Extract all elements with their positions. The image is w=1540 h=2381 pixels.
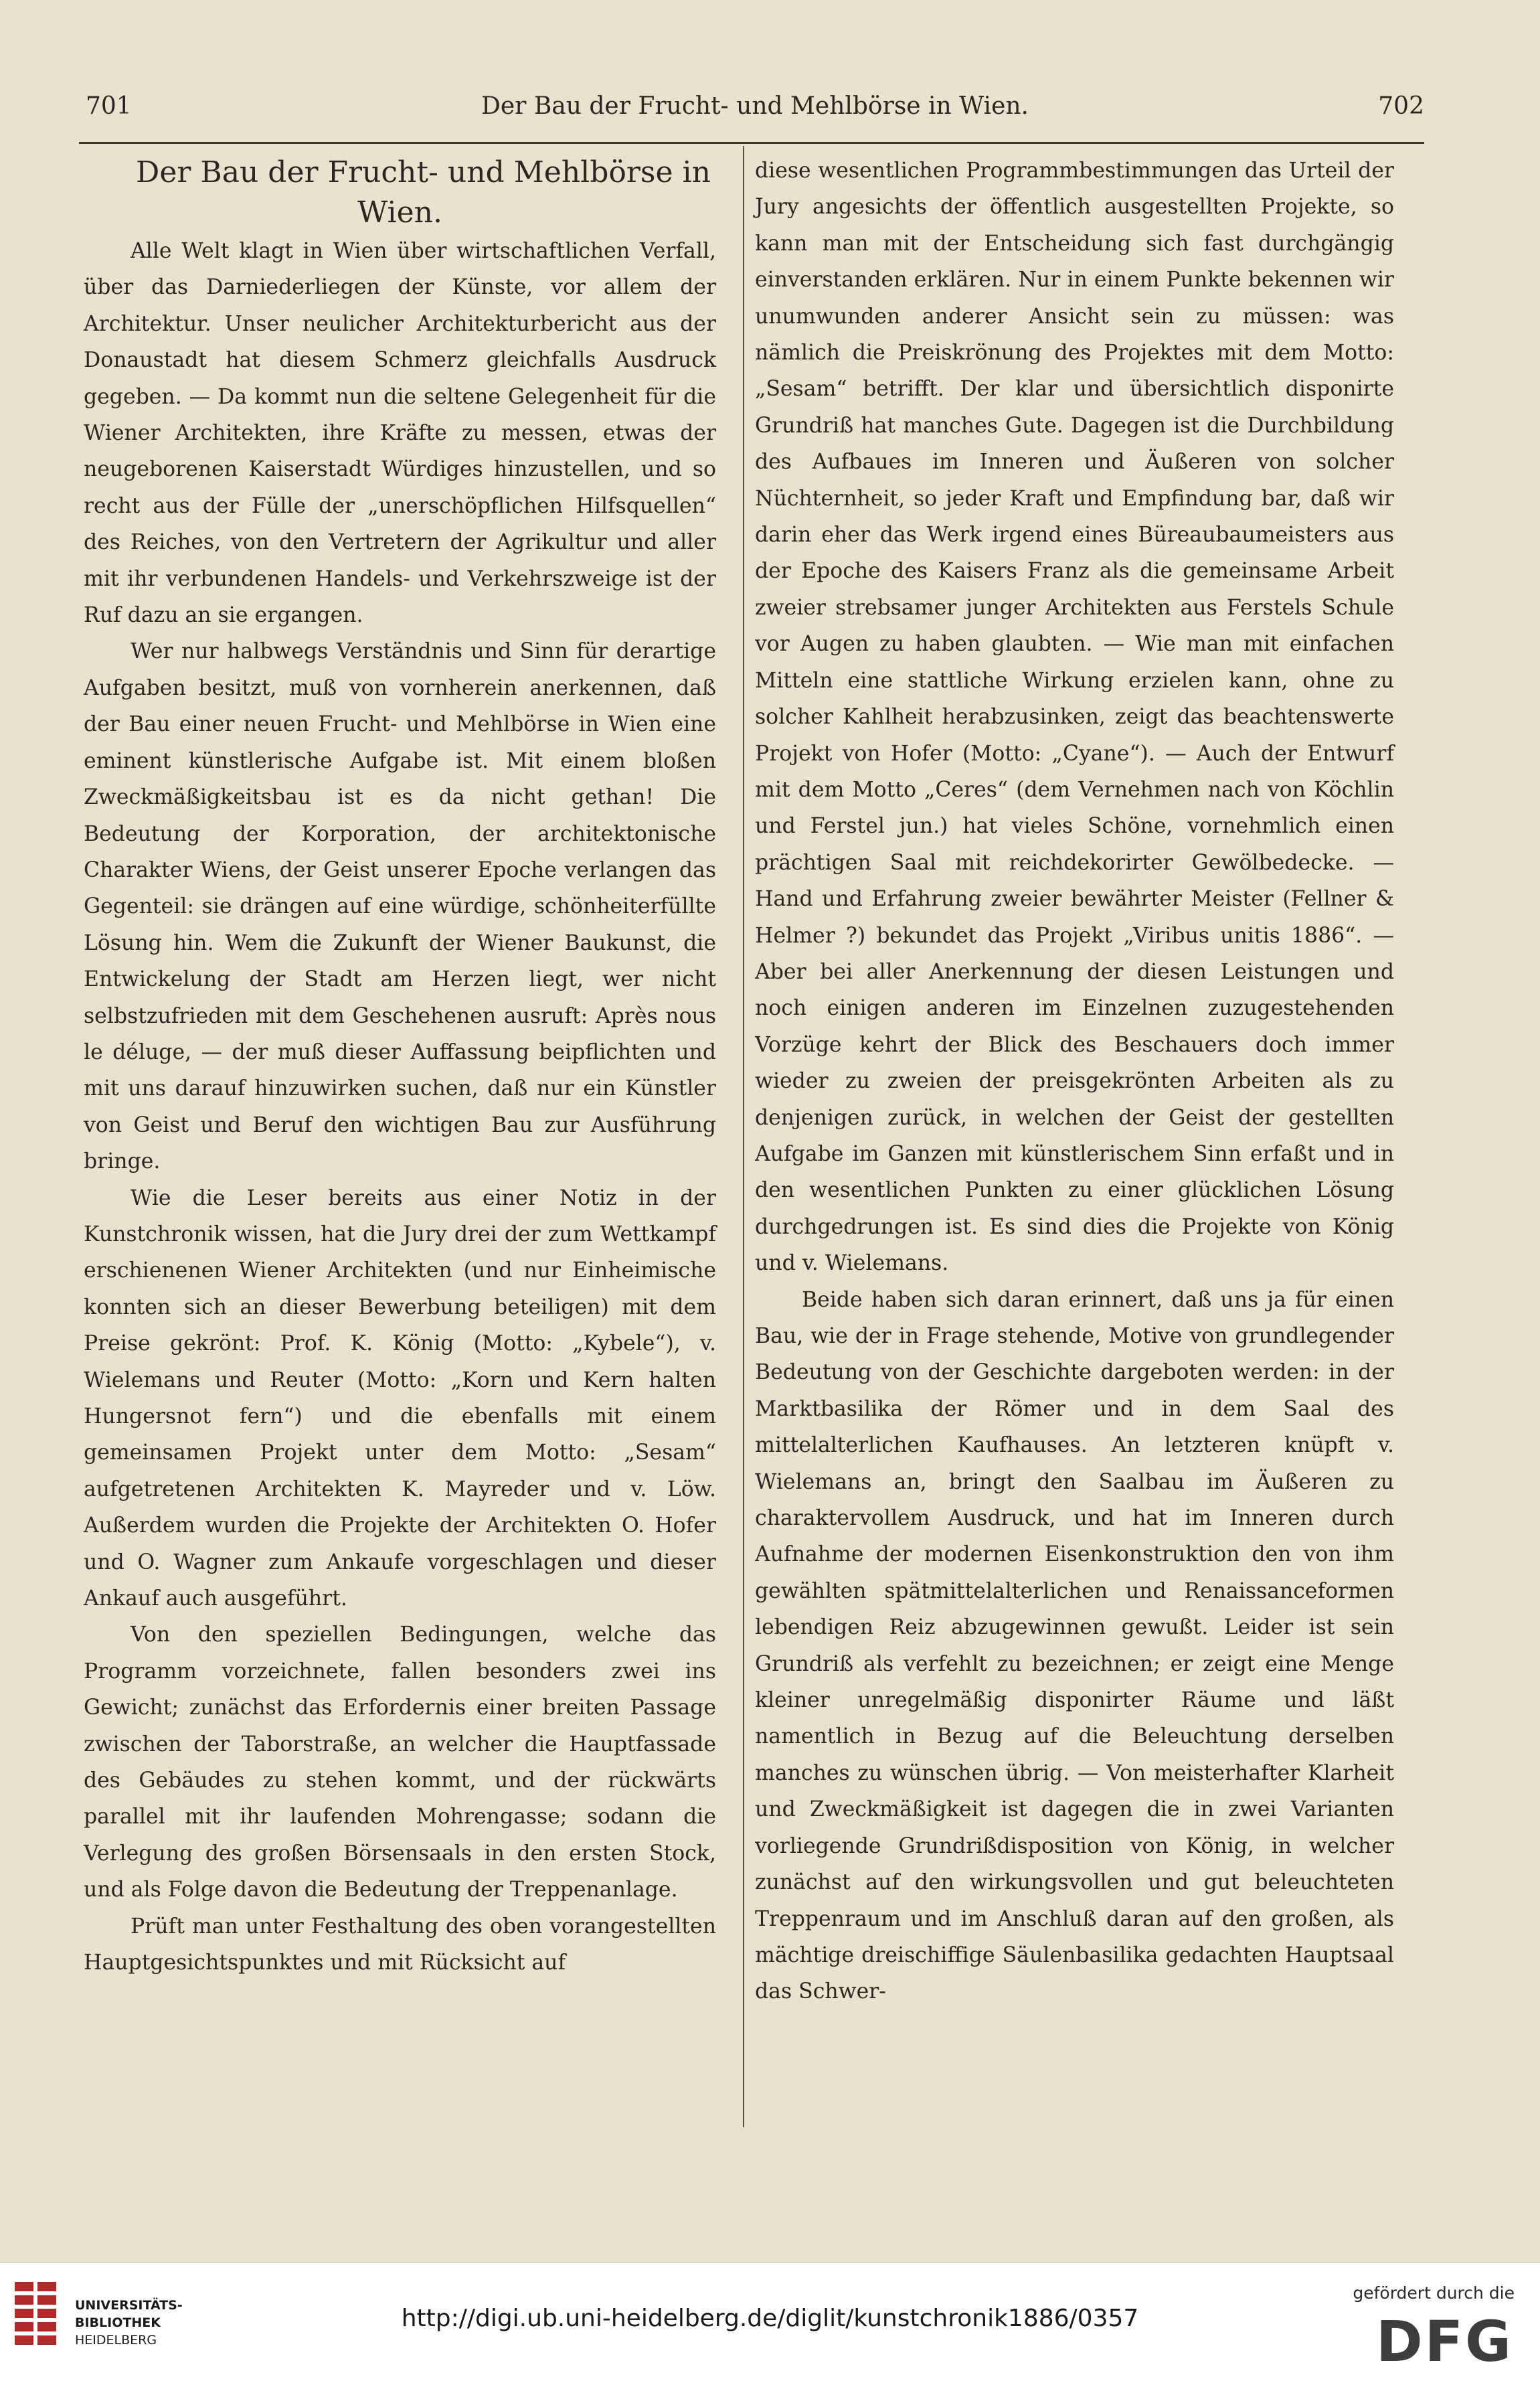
library-name-line: HEIDELBERG	[75, 2333, 157, 2348]
page-number-left: 701	[86, 92, 132, 120]
paragraph: Wer nur halbwegs Verständnis und Sinn für derartige Aufgaben besitzt, muß von vornherein anerkennen, daß der Bau einer neuen Frucht- und Mehlbörse in Wien eine eminent künstlerische Aufgabe ist. Mit einem bloßen Zweckmäßigkeitsbau ist es da nicht gethan! Die Bedeutung der Korporation, der architektonische Charakter Wiens, der Geist unserer Epoche verlangen das Gegenteil: sie drängen auf eine würdige, schönheiterfüllte Lösung hin. Wem die Zukunft der Wiener Baukunst, die Entwickelung der Stadt am Herzen liegt, wer nicht selbstzufrieden mit dem Geschehenen ausruft: Après nous le déluge, — der muß dieser Auffassung beipflichten und mit uns darauf hinzuwirken suchen, daß nur ein Künstler von Geist und Beruf den wichtigen Bau zur Ausführung bringe.	[84, 639, 716, 1174]
library-name-line: BIBLIOTHEK	[75, 2315, 161, 2330]
library-name-line: UNIVERSITÄTS-	[75, 2298, 183, 2313]
permalink-url[interactable]: http://digi.ub.uni-heidelberg.de/diglit/kunstchronik1886/0357	[401, 2305, 1139, 2332]
page-number-right: 702	[1378, 92, 1424, 120]
running-header	[86, 92, 1424, 139]
paragraph: Beide haben sich daran erinnert, daß uns ja für einen Bau, wie der in Frage stehende, Motive von grundlegender Bedeutung von der Geschichte dargeboten werden: in der Marktbasilika der Römer und in dem Saal des mittelalterlichen Kaufhauses. An letzteren knüpft v. Wielemans an, bringt den Saalbau im Äußeren zu charaktervollem Ausdruck, und hat im Inneren durch Aufnahme der modernen Eisenkonstruktion den von ihm gewählten spätmittelalterlichen und Renaissanceformen lebendigen Reiz abzugewinnen gewußt. Leider ist sein Grundriß als verfehlt zu bezeichnen; er zeigt eine Menge kleiner unregelmäßig disponirter Räume und läßt namentlich in Bezug auf die Beleuchtung derselben manches zu wünschen übrig. — Von meisterhafter Klarheit und Zweckmäßigkeit ist dagegen die in zwei Varianten vorliegende Grundrißdisposition von König, in welcher zunächst auf den wirkungsvollen und gut beleuchteten Treppenraum und im Anschluß daran auf den großen, als mächtige dreischiffige Säulenbasilika gedachten Hauptsaal das Schwer-	[755, 1287, 1394, 2004]
digitization-footer	[0, 2263, 1540, 2381]
header-rule	[79, 142, 1424, 144]
paragraph: diese wesentlichen Programmbestimmungen das Urteil der Jury angesichts der öffentlich ausgestellten Projekte, so kann man mit der Entscheidung sich fast durchgängig einverstanden erklären. Nur in einem Punkte bekennen wir unumwunden anderer Ansicht sein zu müssen: was nämlich die Preiskrönung des Projektes mit dem Motto: „Sesam“ betrifft. Der klar und übersichtlich disponirte Grundriß hat manches Gute. Dagegen ist die Durchbildung des Aufbaues im Inneren und Äußeren von solcher Nüchternheit, so jeder Kraft und Empfindung bar, daß wir darin eher das Werk irgend eines Büreaubaumeisters aus der Epoche des Kaisers Franz als die gemeinsame Arbeit zweier strebsamer junger Architekten aus Ferstels Schule vor Augen zu haben glaubten. — Wie man mit einfachen Mitteln eine stattliche Wirkung erzielen kann, ohne zu solcher Kahlheit herabzusinken, zeigt das beachtenswerte Projekt von Hofer (Motto: „Cyane“). — Auch der Entwurf mit dem Motto „Ceres“ (dem Vernehmen nach von Köchlin und Ferstel jun.) hat vieles Schöne, vornehmlich einen prächtigen Saal mit reichdekorirter Gewölbedecke. — Hand und Erfahrung zweier bewährter Meister (Fellner & Helmer ?) bekundet das Projekt „Viribus unitis 1886“. — Aber bei aller Anerkennung der diesen Leistungen und noch einigen anderen im Einzelnen zuzugestehenden Vorzüge kehrt der Blick des Beschauers doch immer wieder zu zweien der preisgekrönten Arbeiten als zu denjenigen zurück, in welchen der Geist der gestellten Aufgabe im Ganzen mit künstlerischem Sinn erfaßt und in den wesentlichen Punkten zu einer glücklichen Lösung durchgedrungen ist. Es sind dies die Projekte von König und v. Wielemans.	[755, 159, 1394, 1276]
article-title: Der Bau der Frucht- und Mehlbörse in Wien.	[136, 155, 711, 230]
right-column	[755, 153, 1394, 2010]
paragraph: Von den speziellen Bedingungen, welche das Programm vorzeichnete, fallen besonders zwei ins Gewicht; zunächst das Erfordernis einer breiten Passage zwischen der Taborstraße, an welcher die Hauptfassade des Gebäudes zu stehen kommt, und der rückwärts parallel mit ihr laufenden Mohrengasse; sodann die Verlegung des großen Börsensaals in den ersten Stock, und als Folge davon die Bedeutung der Treppenanlage.	[84, 1623, 716, 1902]
running-title: Der Bau der Frucht- und Mehlbörse in Wien.	[481, 92, 1029, 120]
left-column	[84, 153, 716, 1981]
paragraph: Wie die Leser bereits aus einer Notiz in der Kunstchronik wissen, hat die Jury drei der zum Wettkampf erschienenen Wiener Architekten (und nur Einheimische konnten sich an dieser Bewerbung beteiligen) mit dem Preise gekrönt: Prof. K. König (Motto: „Kybele“), v. Wielemans und Reuter (Motto: „Korn und Kern halten Hungersnot fern“) und die ebenfalls mit einem gemeinsamen Projekt unter dem Motto: „Sesam“ aufgetretenen Architekten K. Mayreder und v. Löw. Außerdem wurden die Projekte der Architekten O. Hofer und O. Wagner zum Ankaufe vorgeschlagen und dieser Ankauf auch ausgeführt.	[84, 1185, 716, 1611]
paragraph: Alle Welt klagt in Wien über wirtschaftlichen Verfall, über das Darniederliegen der Künste, vor allem der Architektur. Unser neulicher Architekturbericht aus der Donaustadt hat diesem Schmerz gleichfalls Ausdruck gegeben. — Da kommt nun die seltene Gelegenheit für die Wiener Architekten, ihre Kräfte zu messen, etwas der neugeborenen Kaiserstadt Würdiges hinzustellen, und so recht aus der Fülle der „unerschöpflichen Hilfsquellen“ des Reiches, von den Vertretern der Agrikultur und aller mit ihr verbundenen Handels- und Verkehrszweige ist der Ruf dazu an sie ergangen.	[84, 239, 716, 628]
column-divider	[743, 146, 744, 2127]
dfg-logo: DFG	[1375, 2309, 1513, 2374]
paragraph: Prüft man unter Festhaltung des oben vorangestellten Hauptgesichtspunktes und mit Rücksicht auf	[84, 1914, 716, 1975]
funding-note: gefördert durch die	[1353, 2283, 1515, 2303]
